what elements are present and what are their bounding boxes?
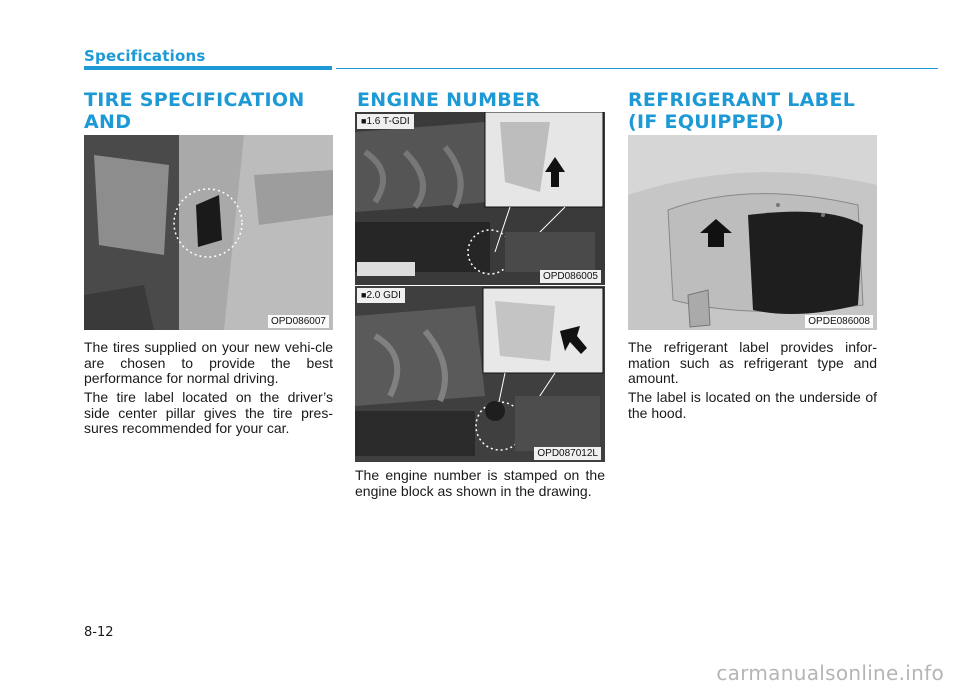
engine-bay-illustration bbox=[355, 286, 605, 462]
header-rule-thin bbox=[336, 68, 938, 69]
hood-underside-illustration bbox=[628, 135, 877, 330]
engine-badge: ■ 2.0 GDI bbox=[357, 288, 405, 303]
tire-label-figure bbox=[84, 135, 333, 330]
refrigerant-paragraph-1: The refrigerant label provides infor-mation such as refrigerant type and amount. bbox=[628, 339, 877, 386]
figure-caption: OPD086007 bbox=[268, 315, 329, 328]
header-rule-thick bbox=[84, 66, 332, 70]
page-number: 8-12 bbox=[84, 625, 114, 640]
engine-bay-illustration bbox=[355, 112, 605, 285]
tire-label-heading: TIRE SPECIFICATION AND bbox=[84, 89, 305, 133]
refrigerant-label-figure bbox=[628, 135, 877, 330]
engine-paragraph-1: The engine number is stamped on the engine block as shown in the drawing. bbox=[355, 467, 605, 499]
door-pillar-illustration bbox=[84, 135, 333, 330]
tire-paragraph-1: The tires supplied on your new vehi-cle are chosen to provide the best performance for normal driving. bbox=[84, 339, 333, 386]
refrigerant-label-heading: REFRIGERANT LABEL (IF EQUIPPED) bbox=[628, 89, 856, 133]
section-label: Specifications bbox=[84, 47, 206, 65]
watermark: carmanualsonline.info bbox=[716, 661, 944, 685]
engine-badge: ■ 1.6 T-GDI bbox=[357, 114, 414, 129]
engine-number-heading: ENGINE NUMBER bbox=[357, 89, 541, 111]
figure-caption: OPDE086008 bbox=[805, 315, 873, 328]
tire-paragraph-2: The tire label located on the driver’s side center pillar gives the tire pres-sures recommended for your car. bbox=[84, 389, 333, 436]
engine-figure-2-0-gdi bbox=[355, 286, 605, 462]
figure-caption: OPD087012L bbox=[534, 447, 601, 460]
refrigerant-paragraph-2: The label is located on the underside of the hood. bbox=[628, 389, 877, 421]
engine-figure-1-6-tgdi bbox=[355, 112, 605, 285]
figure-caption: OPD086005 bbox=[540, 270, 601, 283]
